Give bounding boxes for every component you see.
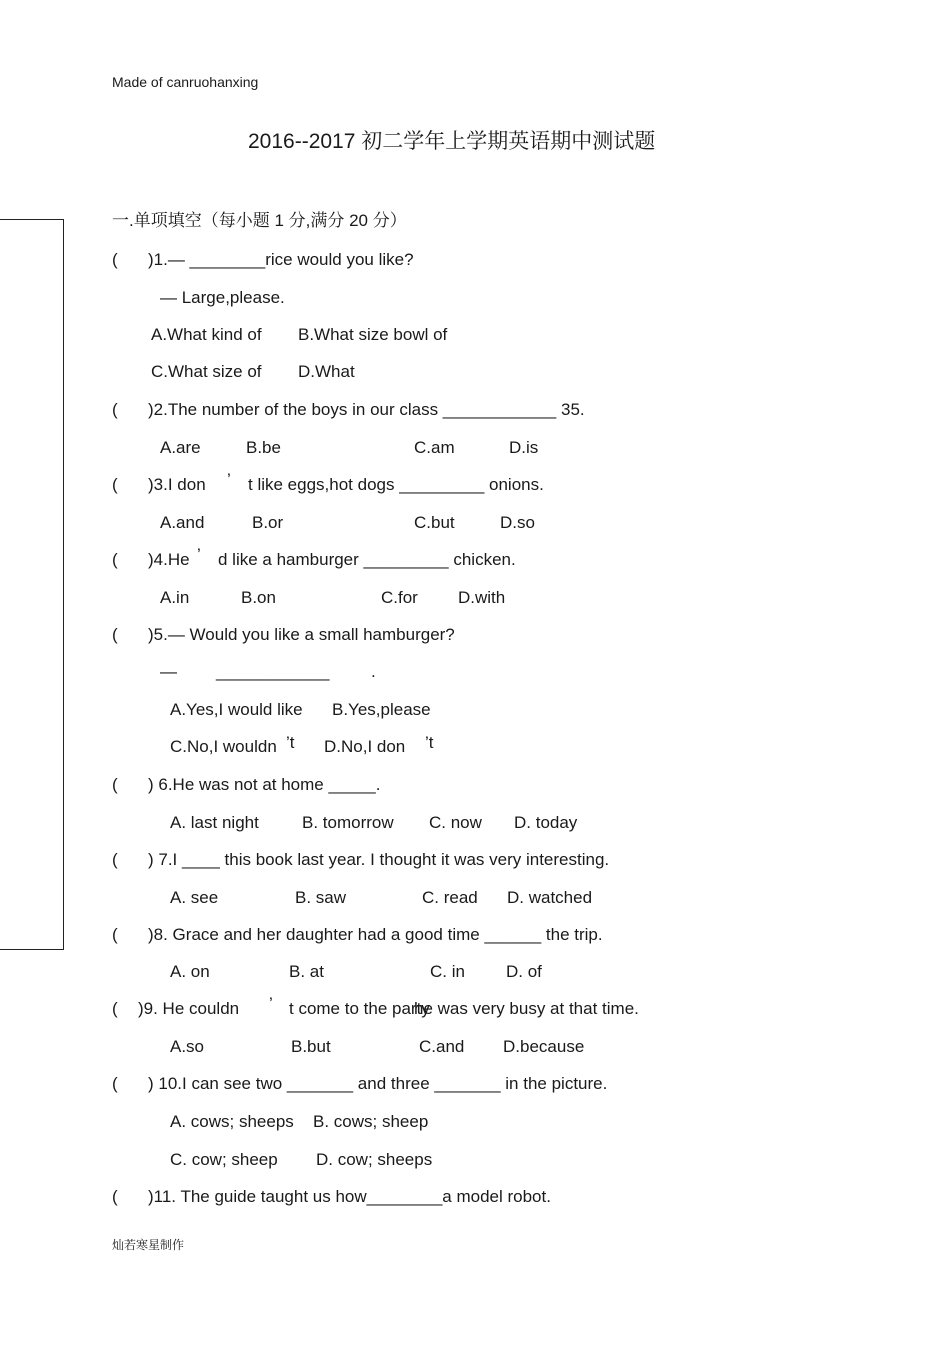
q4-option-d: D.with <box>458 588 506 607</box>
q8-option-b: B. at <box>289 962 324 981</box>
q6-paren: ( <box>112 775 118 794</box>
q5-reply-dash: — <box>160 662 177 681</box>
q10-option-d: D. cow; sheeps <box>316 1150 433 1169</box>
q9-stem-part2: t come to the party <box>289 999 430 1018</box>
q6-option-b: B. tomorrow <box>302 813 394 832</box>
q5-option-d-suffix: ’t <box>425 733 434 752</box>
q3-apostrophe: ’ <box>227 470 231 489</box>
q9-option-b: B.but <box>291 1037 331 1056</box>
q9-apostrophe: ’ <box>269 994 273 1013</box>
q10-paren: ( <box>112 1074 118 1093</box>
q2-option-d: D.is <box>509 438 539 457</box>
section-heading: 一.单项填空（每小题 1 分,满分 20 分） <box>112 211 407 230</box>
q4-stem-part1: )4.He <box>148 550 190 569</box>
q5-stem: )5.— Would you like a small hamburger? <box>148 625 455 644</box>
q6-option-c: C. now <box>429 813 482 832</box>
q4-option-a: A.in <box>160 588 190 607</box>
q9-option-a: A.so <box>170 1037 205 1056</box>
q9-stem-part1: )9. He couldn <box>138 999 240 1018</box>
q5-reply-blank: ____________ <box>216 662 330 681</box>
page-title: 2016--2017 初二学年上学期英语期中测试题 <box>248 130 656 153</box>
q2-option-a: A.are <box>160 438 201 457</box>
q8-stem: )8. Grace and her daughter had a good time ______ the trip. <box>148 925 603 944</box>
q5-option-c-suffix: ’t <box>286 733 295 752</box>
q3-stem-part1: )3.I don <box>148 475 206 494</box>
q7-option-c: C. read <box>422 888 478 907</box>
q1-stem: )1.— ________rice would you like? <box>148 250 414 269</box>
q10-option-a: A. cows; sheeps <box>170 1112 294 1131</box>
q8-option-c: C. in <box>430 962 465 981</box>
q1-option-b: B.What size bowl of <box>298 325 448 344</box>
q4-apostrophe: ’ <box>197 545 201 564</box>
q3-stem-part2: t like eggs,hot dogs _________ onions. <box>248 475 544 494</box>
q5-option-d: D.No,I don <box>324 737 406 756</box>
q6-stem: ) 6.He was not at home _____. <box>148 775 381 794</box>
q2-option-c: C.am <box>414 438 455 457</box>
q10-option-b: B. cows; sheep <box>313 1112 429 1131</box>
q1-option-a: A.What kind of <box>151 325 262 344</box>
q9-option-c: C.and <box>419 1037 465 1056</box>
q4-option-b: B.on <box>241 588 276 607</box>
q3-option-a: A.and <box>160 513 205 532</box>
q7-stem: ) 7.I ____ this book last year. I thought it was very interesting. <box>148 850 610 869</box>
q5-paren: ( <box>112 625 118 644</box>
page-footer: 灿若寒星制作 <box>112 1238 185 1252</box>
q2-stem: )2.The number of the boys in our class ____________ 35. <box>148 400 585 419</box>
q8-option-a: A. on <box>170 962 210 981</box>
q4-paren: ( <box>112 550 118 569</box>
q9-stem-part3: he was very busy at that time. <box>414 999 639 1018</box>
q5-option-c: C.No,I wouldn <box>170 737 277 756</box>
q7-option-a: A. see <box>170 888 219 907</box>
q7-option-d: D. watched <box>507 888 593 907</box>
q1-option-c: C.What size of <box>151 362 262 381</box>
q1-paren: ( <box>112 250 118 269</box>
q10-option-c: C. cow; sheep <box>170 1150 278 1169</box>
q11-stem: )11. The guide taught us how________a model robot. <box>148 1187 551 1206</box>
q8-paren: ( <box>112 925 118 944</box>
q9-option-d: D.because <box>503 1037 585 1056</box>
q3-option-d: D.so <box>500 513 535 532</box>
q1-option-d: D.What <box>298 362 355 381</box>
q5-reply-end: . <box>371 662 376 681</box>
q2-option-b: B.be <box>246 438 281 457</box>
q5-option-b: B.Yes,please <box>332 700 431 719</box>
q2-paren: ( <box>112 400 118 419</box>
q1-reply: — Large,please. <box>160 288 285 307</box>
q4-stem-part2: d like a hamburger _________ chicken. <box>218 550 516 569</box>
q6-option-a: A. last night <box>170 813 259 832</box>
q10-stem: ) 10.I can see two _______ and three _______ in the picture. <box>148 1074 608 1093</box>
q3-option-b: B.or <box>252 513 284 532</box>
q3-option-c: C.but <box>414 513 455 532</box>
q3-paren: ( <box>112 475 118 494</box>
q5-option-a: A.Yes,I would like <box>170 700 303 719</box>
page-header: Made of canruohanxing <box>112 74 259 90</box>
q7-paren: ( <box>112 850 118 869</box>
q8-option-d: D. of <box>506 962 542 981</box>
q4-option-c: C.for <box>381 588 418 607</box>
q11-paren: ( <box>112 1187 118 1206</box>
q9-paren: ( <box>112 999 118 1018</box>
q7-option-b: B. saw <box>295 888 347 907</box>
q6-option-d: D. today <box>514 813 578 832</box>
binding-margin-box <box>0 219 64 950</box>
